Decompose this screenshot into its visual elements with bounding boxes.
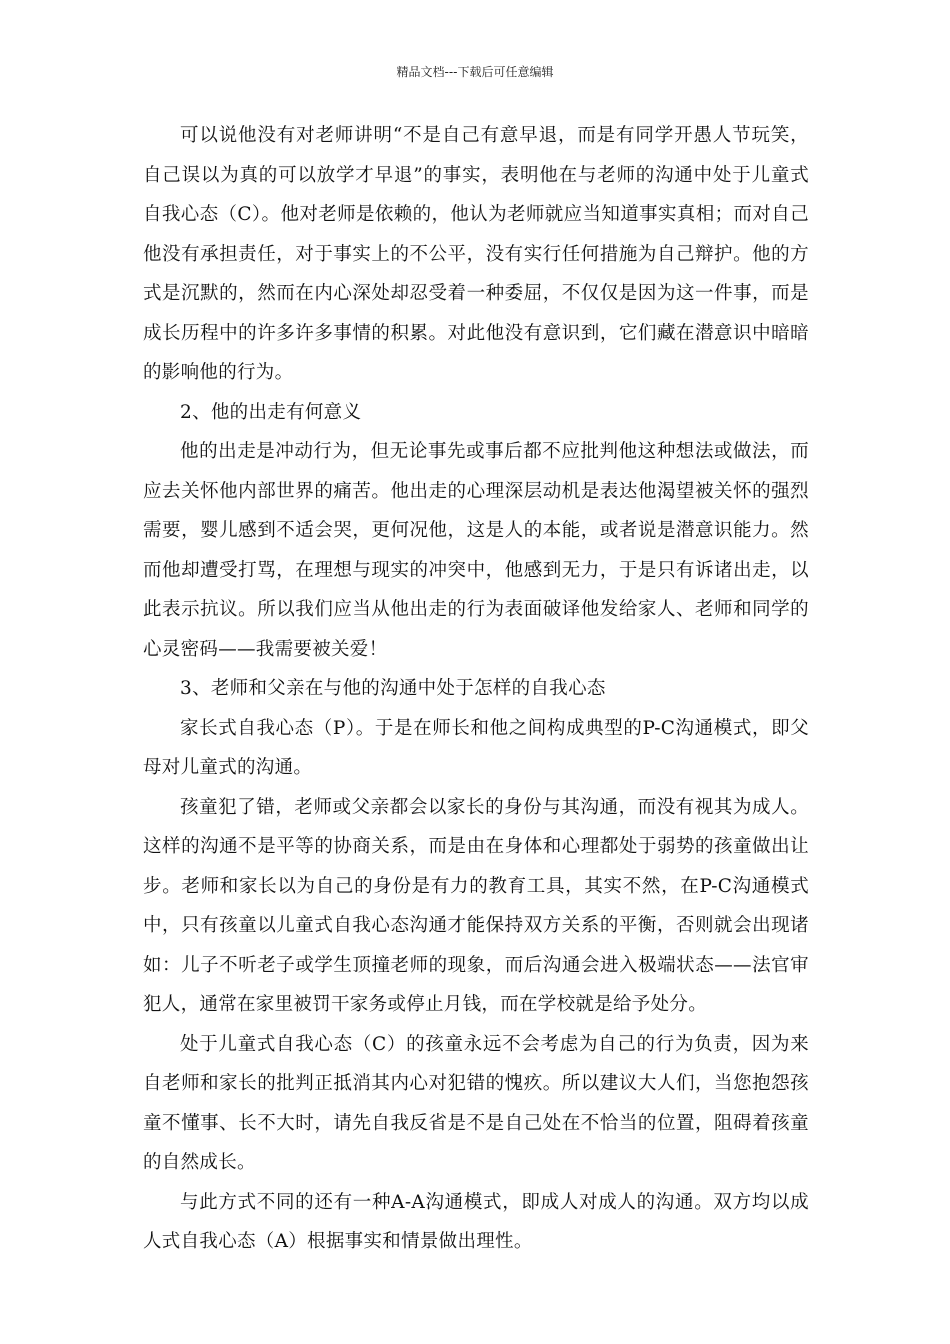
paragraph-1: 可以说他没有对老师讲明“不是自己有意早退，而是有同学开愚人节玩笑，自己误以为真的可以放学才早退”的事实，表明他在与老师的沟通中处于儿童式自我心态（C）。他对老师是依赖的，他认为老师就应当知道事实真相；而对自己他没有承担责任，对于事实上的不公平，没有实行任何措施为自己辩护。他的方式是沉默的，然而在内心深处却忍受着一种委屈，不仅仅是因为这一件事，而是成长历程中的许多许多事情的积累。对此他没有意识到，它们藏在潜意识中暗暗的影响他的行为。	[143, 125, 809, 383]
paragraph-3: 家长式自我心态（P）。于是在师长和他之间构成典型的P-C沟通模式，即父母对儿童式的沟通。	[143, 717, 809, 778]
paragraph-6: 与此方式不同的还有一种A-A沟通模式，即成人对成人的沟通。双方均以成人式自我心态（A）根据事实和情景做出理性。	[143, 1191, 809, 1252]
paragraph-4: 孩童犯了错，老师或父亲都会以家长的身份与其沟通，而没有视其为成人。这样的沟通不是平等的协商关系，而是由在身体和心理都处于弱势的孩童做出让步。老师和家长以为自己的身份是有力的教育工具，其实不然，在P-C沟通模式中，只有孩童以儿童式自我心态沟通才能保持双方关系的平衡，否则就会出现诸如：儿子不听老子或学生顶撞老师的现象，而后沟通会进入极端状态——法官审犯人，通常在家里被罚干家务或停止月钱，而在学校就是给予处分。	[143, 796, 809, 1015]
document-body	[143, 116, 809, 1262]
page-header: 精品文档---下载后可任意编辑	[396, 65, 554, 79]
section-heading-3: 3、老师和父亲在与他的沟通中处于怎样的自我心态	[180, 678, 606, 699]
paragraph-5: 处于儿童式自我心态（C）的孩童永远不会考虑为自己的行为负责，因为来自老师和家长的批判正抵消其内心对犯错的愧疚。所以建议大人们，当您抱怨孩童不懂事、长不大时，请先自我反省是不是自己处在不恰当的位置，阻碍着孩童的自然成长。	[143, 1033, 809, 1173]
section-heading-2: 2、他的出走有何意义	[180, 401, 362, 423]
paragraph-2: 他的出走是冲动行为，但无论事先或事后都不应批判他这种想法或做法，而应去关怀他内部世界的痛苦。他出走的心理深层动机是表达他渴望被关怀的强烈需要，婴儿感到不适会哭，更何况他，这是人的本能，或者说是潜意识能力。然而他却遭受打骂，在理想与现实的冲突中，他感到无力，于是只有诉诸出走，以此表示抗议。所以我们应当从他出走的行为表面破译他发给家人、老师和同学的心灵密码——我需要被关爱！	[143, 441, 809, 660]
